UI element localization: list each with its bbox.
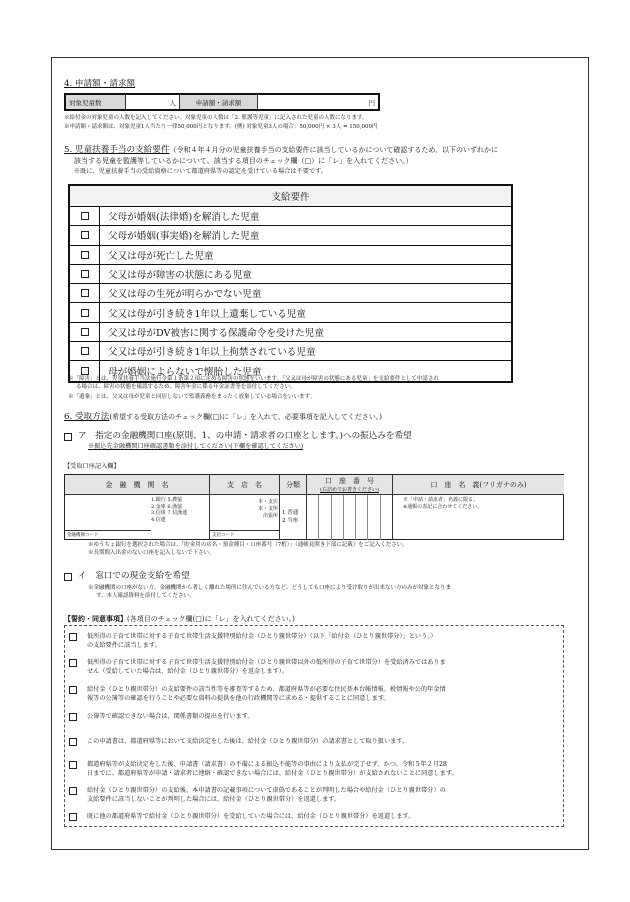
section5-note1a: ※「障害」とは、児童扶養手当法施行令第１条第２項に定める障害の状態をいいます。「父又は母が障害の状態にある児童」を支給要件として申請され	[68, 376, 439, 382]
requirement-checkbox[interactable]	[81, 231, 89, 239]
requirement-label: 父母が婚姻(事実婚)を解消した児童	[108, 231, 260, 243]
account-holder-note1: ※「申請・請求者」名義に限る。	[403, 497, 479, 503]
section4-note2: ※申請額・請求額は、対象児童1人当たり一律50,000円となります。(例) 対象児童3人の場合：50,000円 × 3人 = 150,000円	[64, 124, 378, 130]
amount-label: 申請額・請求額	[180, 95, 258, 109]
requirement-row[interactable]	[70, 323, 511, 342]
children-unit: 人	[169, 98, 176, 107]
pledge-checkbox[interactable]	[69, 713, 77, 721]
amount-unit: 円	[368, 98, 375, 107]
pledge-text: 都道府県等が支給決定をした後、申請書（請求書）の不備による振込不能等の事由により支払が完了せず、かつ、令和５年２月28 日までに、都道府県等が申請・請求者に連絡・確認できない場合には、給付金（ひとり親世帯分）が支給されないことに同意します。	[87, 761, 458, 777]
requirement-checkbox[interactable]	[81, 251, 89, 259]
requirement-row[interactable]	[70, 284, 511, 303]
requirement-checkbox[interactable]	[81, 212, 89, 220]
branch-name-header: 支 店 名	[210, 475, 280, 495]
pledge-item[interactable]	[65, 658, 446, 676]
option-a-label: ア 指定の金融機関口座(原則、1、の申請・請求者の口座とします。)への振込みを希望	[78, 431, 412, 441]
option-a[interactable]	[64, 431, 412, 442]
section4-note1: ※給付金の対象児童の人数を記入してください。対象児童の人数は「2. 監護等児童」に記入された児童の人数になります。	[64, 115, 368, 121]
pledge-item[interactable]	[65, 712, 254, 721]
requirement-row[interactable]	[70, 265, 511, 284]
pledge-text: 低所得の子育て世帯に対する子育て世帯生活支援特別給付金（ひとり親世帯以外の低所得の子育て世帯分）を受給済みではありま せん（受給していた場合は、給付金（ひとり親世帯分）を返金します）。	[87, 659, 446, 675]
pledge-text: 給付金（ひとり親世帯分）の支給後、本申請書の記載事項について虚偽であることが判明した場合や給付金（ひとり親世帯分）の 支給要件に該当しないことが判明した場合には、給付金（ひとり親世帯分）を返還します。	[87, 787, 446, 803]
account-holder-header: 口 座 名 義(フリガナのみ)	[393, 475, 564, 495]
option-b[interactable]	[64, 571, 190, 582]
branch-code-field[interactable]	[210, 530, 280, 540]
bank-type[interactable]: 1.銀行	[151, 497, 166, 503]
pledge-checkbox[interactable]	[69, 761, 77, 769]
requirement-checkbox[interactable]	[81, 309, 89, 317]
requirement-label: 父又は母が死亡した児童	[108, 250, 214, 262]
pledge-text: 公簿等で確認できない場合は、関係書類の提出を行います。	[87, 713, 254, 720]
bank-note2: ※長期間入出金のない口座を記入しないで下さい。	[88, 550, 215, 556]
account-type-option[interactable]: 2 当座	[282, 518, 299, 524]
section5-intro3: ※既に、児童扶養手当の受給資格について都道府県等の認定を受けている場合は不要です。	[74, 168, 328, 175]
pledge-checkbox[interactable]	[69, 686, 77, 694]
account-number-field[interactable]	[307, 495, 393, 540]
account-type-field[interactable]	[280, 495, 307, 540]
branch-type[interactable]: 本・支所	[257, 506, 278, 512]
account-holder-field[interactable]	[393, 495, 564, 540]
bank-name-field[interactable]	[65, 495, 210, 540]
account-type-option[interactable]: 1 普通	[282, 510, 299, 516]
requirement-row[interactable]	[70, 246, 511, 265]
requirement-checkbox[interactable]	[81, 270, 89, 278]
option-b-label: イ 窓口での現金支給を希望	[78, 571, 190, 581]
option-b-note1: ※金融機関の口座がない方、金融機関から著しく離れた場所に住んでいる方など、どうしても口座により受け取りが出来ない方のみが対象となりま	[88, 585, 452, 591]
requirement-label: 父又は母が引き続き1年以上遺棄している児童	[108, 308, 306, 320]
pledge-title: 【誓約・同意事項】	[64, 614, 127, 623]
option-a-note: ※振込先金融機関口座確認書類を添付してください(下欄を確認してください)	[88, 443, 304, 450]
bank-type[interactable]: 4.信連	[151, 516, 166, 523]
pledge-intro: (各項目のチェック欄(□)に「レ」を入れてください。)	[127, 615, 295, 623]
amount-field[interactable]	[258, 95, 378, 109]
account-number-header-text: 口 座 番 号	[325, 477, 374, 485]
pledge-text: 給付金（ひとり親世帯分）の支給要件の該当性等を審査等するため、都道府県等が必要な住民基本台帳情報、税情報や公的年金情 報等の公簿等の確認を行うことや必要な資料の提供を他の行政機関等に求める・提供することに同意します。	[87, 686, 446, 702]
requirement-label: 父又は母の生死が明らかでない児童	[108, 289, 262, 301]
pledge-item[interactable]	[65, 812, 414, 821]
requirements-table	[68, 184, 513, 383]
requirement-label: 父又は母がDV被害に関する保護命令を受けた児童	[108, 327, 324, 339]
branch-type-list	[248, 499, 278, 520]
requirement-checkbox[interactable]	[81, 367, 89, 375]
bank-code-label: 金融機関コード	[67, 533, 99, 538]
requirement-label: 父又は母が障害の状態にある児童	[108, 270, 252, 282]
requirement-checkbox[interactable]	[81, 328, 89, 336]
section5-note2: ※「遺棄」とは、父又は母が児童と同居しないで監護義務をまったく放棄している場合をいいます。	[68, 394, 316, 400]
requirement-row[interactable]	[70, 226, 511, 245]
children-count-field[interactable]	[126, 95, 180, 109]
section5-intro1: （令和４年４月分の児童扶養手当の支給要件に該当しているかについて確認するため、以下のいずれかに	[169, 146, 499, 154]
requirement-checkbox[interactable]	[81, 289, 89, 297]
section6-intro-text: (希望する受取方法のチェック欄(□)に「レ」を入れて、必要事項を記入してください。)	[109, 413, 382, 421]
pledge-item[interactable]	[65, 760, 458, 778]
option-b-checkbox[interactable]	[64, 573, 72, 581]
account-holder-note2: ※通帳の表記に合わせてください。	[403, 504, 483, 510]
section5-title: 5. 児童扶養手当の支給要件	[64, 145, 170, 155]
requirement-label: 父又は母が引き続き1年以上拘禁されている児童	[108, 347, 316, 359]
bank-type[interactable]: 5.農協	[167, 497, 183, 503]
option-a-checkbox[interactable]	[64, 433, 72, 441]
pledge-text: 既に他の都道府県等で給付金（ひとり親世帯分）を受給していた場合には、給付金（ひとり親世帯分）を返還します。	[87, 813, 415, 820]
requirement-row[interactable]	[70, 303, 511, 322]
bank-account-table	[64, 474, 564, 540]
bank-type[interactable]: 7.信漁連	[167, 510, 188, 516]
pledge-checkbox[interactable]	[69, 813, 77, 821]
branch-code-label: 支店コード	[212, 533, 235, 538]
pledge-item[interactable]	[65, 786, 446, 804]
pledge-checkbox[interactable]	[69, 787, 77, 795]
requirement-checkbox[interactable]	[81, 347, 89, 355]
option-b-note2: す。本人確認資料を添付してください。	[96, 593, 195, 599]
amount-box	[64, 93, 380, 111]
section6-intro	[64, 413, 382, 422]
section5-intro2: 該当する児童を監護等しているかについて、該当する項目のチェック欄（□）に「レ」を入れてください。）	[74, 157, 413, 165]
pledge-box	[64, 625, 564, 827]
bank-code-field[interactable]	[65, 530, 151, 540]
section4-title	[64, 79, 135, 90]
section5-note1b: る場合は、障害の状態を確認するため、障害年金に係る年金証書等を添付してください。	[76, 384, 296, 390]
pledge-checkbox[interactable]	[69, 633, 77, 641]
bank-type[interactable]: 6.漁協	[167, 503, 183, 510]
pledge-item[interactable]	[65, 685, 446, 703]
pledge-text: 低所得の子育て世帯に対する子育て世帯生活支援特別給付金（ひとり親世帯分）（以下「給付金（ひとり親世帯分）」という。） の支給要件に該当します。	[87, 633, 437, 649]
children-label: 対象児童数	[66, 95, 126, 109]
pledge-heading	[64, 614, 295, 624]
requirement-row[interactable]	[70, 207, 511, 226]
requirements-header: 支給要件	[70, 186, 511, 207]
branch-type[interactable]: 本・支店	[257, 499, 278, 505]
bank-name-header: 金 融 機 関 名	[65, 475, 210, 495]
account-box-label: 【受取口座記入欄】	[64, 463, 120, 470]
bank-note1: ※ゆうちょ銀行を選択された場合は、「貯金用の店名・預金種目・口座番号（7桁）」（通帳見開き下部に記載）をご記入ください。	[88, 542, 408, 548]
account-number-header	[307, 475, 393, 495]
section4-title-text: 4. 申請額・請求額	[64, 79, 136, 89]
pledge-text: この申請書は、都道府県等において支給決定をした後は、給付金（ひとり親世帯分）の請求書として取り扱います。	[87, 738, 409, 745]
requirement-label: 父母が婚姻(法律婚)を解消した児童	[108, 212, 260, 224]
pledge-item[interactable]	[65, 737, 408, 746]
branch-name-field[interactable]	[210, 495, 280, 540]
account-type-header: 分類	[280, 475, 307, 495]
pledge-checkbox[interactable]	[69, 659, 77, 667]
requirement-row[interactable]	[70, 342, 511, 361]
pledge-item[interactable]	[65, 632, 437, 650]
section6-title: 6. 受取方法	[64, 412, 110, 422]
bank-type-list	[151, 497, 209, 523]
pledge-checkbox[interactable]	[69, 738, 77, 746]
section5-intro	[64, 146, 564, 155]
account-number-sub: (右詰めでお書きください)	[320, 487, 379, 493]
branch-type[interactable]: 出張所	[262, 513, 278, 519]
bank-type[interactable]: 2.金庫	[151, 503, 166, 510]
bank-type[interactable]: 3.信組	[151, 510, 166, 516]
requirement-label: 母が婚姻によらないで懐胎した児童	[108, 367, 262, 379]
